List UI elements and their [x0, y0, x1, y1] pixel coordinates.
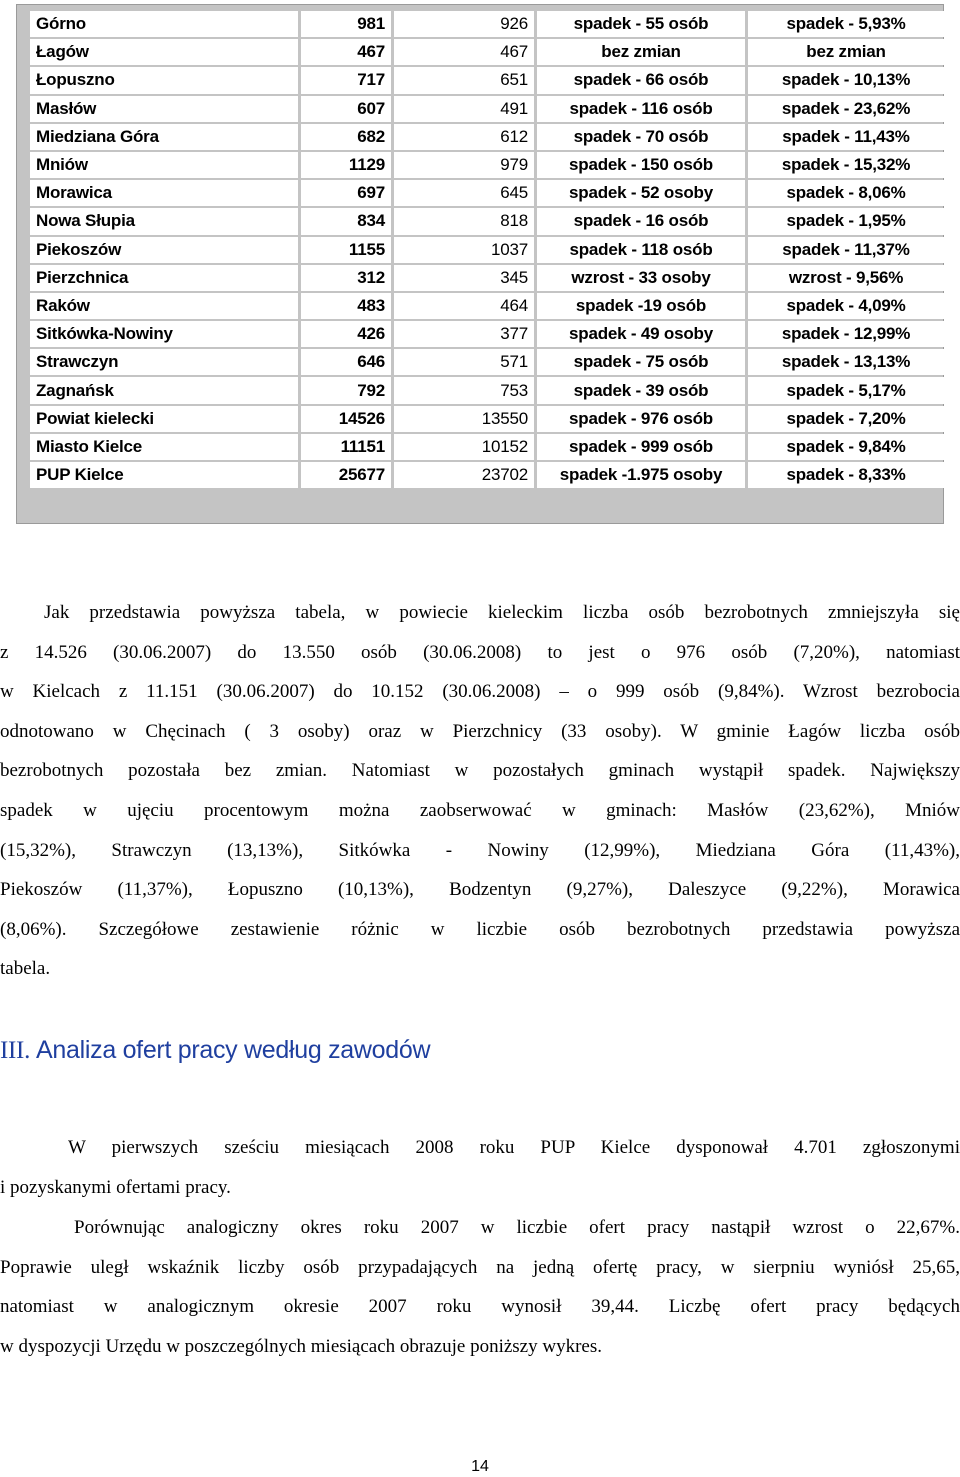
count-2007-cell: 14526: [301, 406, 391, 432]
count-2008-cell: 13550: [394, 406, 534, 432]
change-percent-cell: spadek - 12,99%: [748, 321, 944, 347]
change-count-cell: spadek - 52 osoby: [537, 180, 745, 206]
municipality-cell: Łagów: [30, 39, 298, 65]
count-2008-cell: 926: [394, 11, 534, 37]
change-percent-cell: spadek - 7,20%: [748, 406, 944, 432]
table-row: [30, 11, 944, 37]
count-2007-cell: 483: [301, 293, 391, 319]
count-2008-cell: 753: [394, 377, 534, 403]
count-2008-cell: 377: [394, 321, 534, 347]
count-2008-cell: 818: [394, 208, 534, 234]
table-row: [30, 406, 944, 432]
section-heading: [0, 1036, 430, 1065]
count-2007-cell: 467: [301, 39, 391, 65]
paragraph-line: bezrobotnych pozostała bez zmian. Natomiast w pozostałych gminach wystąpił spadek. Największy: [0, 760, 960, 782]
municipality-cell: Pierzchnica: [30, 265, 298, 291]
count-2007-cell: 25677: [301, 462, 391, 488]
change-count-cell: spadek - 118 osób: [537, 237, 745, 263]
table-row: [30, 237, 944, 263]
count-2007-cell: 981: [301, 11, 391, 37]
change-count-cell: spadek - 999 osób: [537, 434, 745, 460]
count-2007-cell: 607: [301, 96, 391, 122]
count-2007-cell: 1129: [301, 152, 391, 178]
change-count-cell: spadek -1.975 osoby: [537, 462, 745, 488]
data-table-frame: [16, 4, 944, 524]
municipality-cell: Strawczyn: [30, 349, 298, 375]
paragraph-line: (15,32%), Strawczyn (13,13%), Sitkówka - Nowiny (12,99%), Miedziana Góra (11,43%),: [0, 839, 960, 861]
municipality-cell: Łopuszno: [30, 67, 298, 93]
change-percent-cell: spadek - 9,84%: [748, 434, 944, 460]
paragraph-line: Piekoszów (11,37%), Łopuszno (10,13%), Bodzentyn (9,27%), Daleszyce (9,22%), Morawica: [0, 879, 960, 901]
paragraph-line: z 14.526 (30.06.2007) do 13.550 osób (30.06.2008) to jest o 976 osób (7,20%), natomiast: [0, 641, 960, 663]
table-row: [30, 180, 944, 206]
change-count-cell: spadek - 16 osób: [537, 208, 745, 234]
change-percent-cell: spadek - 8,06%: [748, 180, 944, 206]
paragraph-line: w Kielcach z 11.151 (30.06.2007) do 10.152 (30.06.2008) – o 999 osób (9,84%). Wzrost bezrobocia: [0, 681, 960, 703]
paragraph-line: Porównując analogiczny okres roku 2007 w liczbie ofert pracy nastąpił wzrost o 22,67%.: [74, 1217, 960, 1238]
count-2008-cell: 491: [394, 96, 534, 122]
paragraph-line: Jak przedstawia powyższa tabela, w powiecie kieleckim liczba osób bezrobotnych zmniejszyła się: [44, 602, 960, 623]
change-percent-cell: spadek - 15,32%: [748, 152, 944, 178]
paragraph-unemployment-summary: [0, 593, 960, 989]
table-body: [30, 11, 944, 488]
municipality-cell: Miedziana Góra: [30, 124, 298, 150]
table-row: [30, 265, 944, 291]
change-count-cell: spadek - 39 osób: [537, 377, 745, 403]
change-count-cell: spadek - 70 osób: [537, 124, 745, 150]
count-2007-cell: 1155: [301, 237, 391, 263]
count-2008-cell: 571: [394, 349, 534, 375]
section-title: Analiza ofert pracy według zawodów: [36, 1036, 431, 1064]
change-percent-cell: spadek - 5,17%: [748, 377, 944, 403]
page-number: 14: [471, 1458, 489, 1475]
municipality-cell: Mniów: [30, 152, 298, 178]
change-count-cell: spadek - 116 osób: [537, 96, 745, 122]
change-percent-cell: spadek - 4,09%: [748, 293, 944, 319]
municipality-cell: PUP Kielce: [30, 462, 298, 488]
change-percent-cell: spadek - 11,43%: [748, 124, 944, 150]
change-percent-cell: spadek - 8,33%: [748, 462, 944, 488]
paragraph-line: natomiast w analogicznym okresie 2007 roku wynosił 39,44. Liczbę ofert pracy będących: [0, 1296, 960, 1318]
table-row: [30, 96, 944, 122]
count-2007-cell: 426: [301, 321, 391, 347]
change-count-cell: spadek - 49 osoby: [537, 321, 745, 347]
change-count-cell: spadek - 976 osób: [537, 406, 745, 432]
table-row: [30, 293, 944, 319]
paragraph-line: odnotowano w Chęcinach ( 3 osoby) oraz w Pierzchnicy (33 osoby). W gminie Łagów liczba osób: [0, 720, 960, 742]
paragraph-line: (8,06%). Szczegółowe zestawienie różnic w liczbie osób bezrobotnych przedstawia powyższa: [0, 918, 960, 940]
count-2007-cell: 11151: [301, 434, 391, 460]
change-percent-cell: spadek - 13,13%: [748, 349, 944, 375]
table-row: [30, 124, 944, 150]
count-2008-cell: 645: [394, 180, 534, 206]
paragraph-line: i pozyskanymi ofertami pracy.: [0, 1176, 231, 1198]
unemployment-table: [27, 9, 947, 490]
paragraph-job-offers: [0, 1128, 960, 1207]
change-count-cell: wzrost - 33 osoby: [537, 265, 745, 291]
count-2007-cell: 682: [301, 124, 391, 150]
count-2008-cell: 651: [394, 67, 534, 93]
municipality-cell: Morawica: [30, 180, 298, 206]
table-row: [30, 152, 944, 178]
paragraph-job-offers-comparison: [0, 1208, 960, 1366]
paragraph-line: tabela.: [0, 958, 51, 980]
change-percent-cell: spadek - 5,93%: [748, 11, 944, 37]
change-count-cell: spadek - 75 osób: [537, 349, 745, 375]
municipality-cell: Piekoszów: [30, 237, 298, 263]
change-count-cell: spadek - 55 osób: [537, 11, 745, 37]
paragraph-line: spadek w ujęciu procentowym można zaobserwować w gminach: Masłów (23,62%), Mniów: [0, 799, 960, 821]
municipality-cell: Zagnańsk: [30, 377, 298, 403]
table-row: [30, 67, 944, 93]
change-percent-cell: wzrost - 9,56%: [748, 265, 944, 291]
count-2008-cell: 23702: [394, 462, 534, 488]
count-2007-cell: 717: [301, 67, 391, 93]
paragraph-line: Poprawie uległ wskaźnik liczby osób przypadających na jedną ofertę pracy, w sierpniu wyniósł 25,65,: [0, 1256, 960, 1278]
change-percent-cell: spadek - 23,62%: [748, 96, 944, 122]
count-2007-cell: 312: [301, 265, 391, 291]
table-row: [30, 349, 944, 375]
change-percent-cell: spadek - 1,95%: [748, 208, 944, 234]
change-percent-cell: spadek - 10,13%: [748, 67, 944, 93]
count-2008-cell: 464: [394, 293, 534, 319]
paragraph-line: W pierwszych sześciu miesiącach 2008 roku PUP Kielce dysponował 4.701 zgłoszonymi: [68, 1137, 960, 1158]
count-2007-cell: 834: [301, 208, 391, 234]
table-row: [30, 39, 944, 65]
change-count-cell: spadek - 150 osób: [537, 152, 745, 178]
count-2007-cell: 697: [301, 180, 391, 206]
change-count-cell: spadek -19 osób: [537, 293, 745, 319]
count-2007-cell: 646: [301, 349, 391, 375]
municipality-cell: Masłów: [30, 96, 298, 122]
paragraph-line: w dyspozycji Urzędu w poszczególnych miesiącach obrazuje poniższy wykres.: [0, 1335, 602, 1357]
count-2008-cell: 979: [394, 152, 534, 178]
count-2008-cell: 345: [394, 265, 534, 291]
count-2008-cell: 612: [394, 124, 534, 150]
municipality-cell: Miasto Kielce: [30, 434, 298, 460]
table-row: [30, 321, 944, 347]
count-2008-cell: 10152: [394, 434, 534, 460]
count-2007-cell: 792: [301, 377, 391, 403]
change-percent-cell: bez zmian: [748, 39, 944, 65]
change-count-cell: bez zmian: [537, 39, 745, 65]
count-2008-cell: 467: [394, 39, 534, 65]
change-count-cell: spadek - 66 osób: [537, 67, 745, 93]
table-row: [30, 434, 944, 460]
change-percent-cell: spadek - 11,37%: [748, 237, 944, 263]
municipality-cell: Raków: [30, 293, 298, 319]
count-2008-cell: 1037: [394, 237, 534, 263]
table-row: [30, 208, 944, 234]
municipality-cell: Sitkówka-Nowiny: [30, 321, 298, 347]
municipality-cell: Powiat kielecki: [30, 406, 298, 432]
municipality-cell: Nowa Słupia: [30, 208, 298, 234]
table-row: [30, 377, 944, 403]
municipality-cell: Górno: [30, 11, 298, 37]
table-row: [30, 462, 944, 488]
section-number: III.: [0, 1037, 31, 1064]
